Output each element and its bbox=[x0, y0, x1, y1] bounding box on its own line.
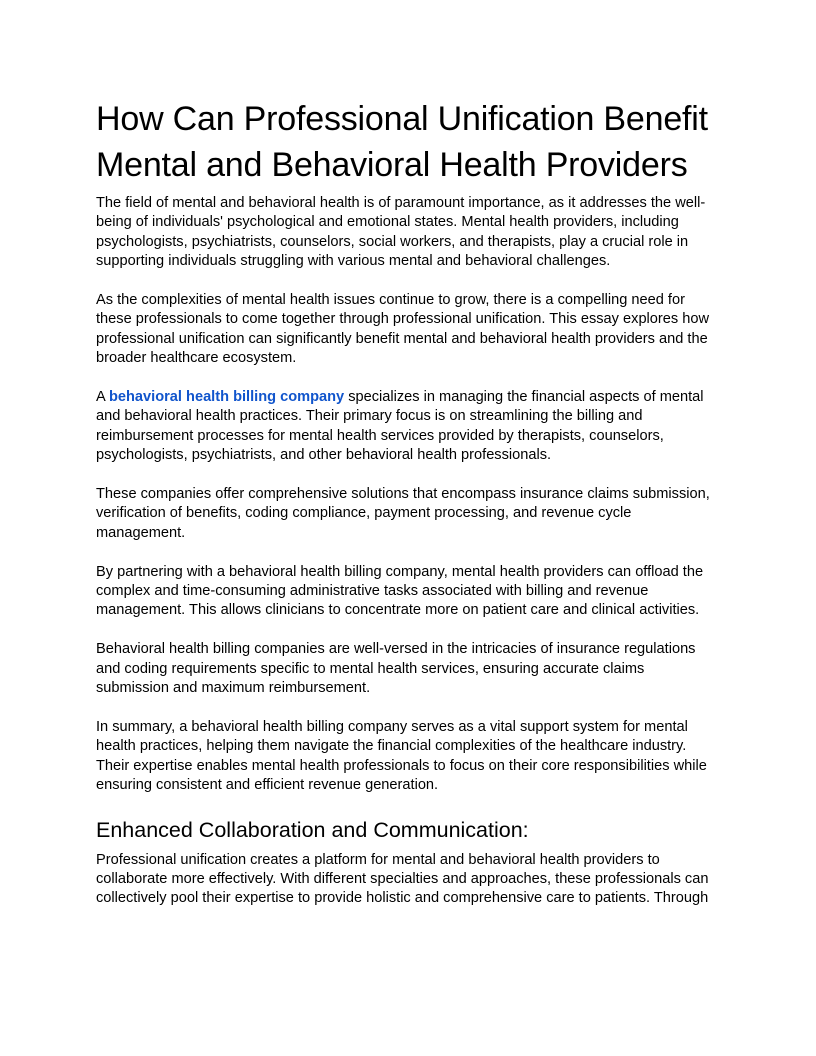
billing-prefix-text: A bbox=[96, 389, 109, 406]
billing-suffix-text: specializes in managing the financial aspects of mental and behavioral health practices. Their primary focus is on streamlining the billing and reimbursement processes for mental health services provided by therapists, counselors, psychologists, psychiatrists, and other behavioral health professionals. bbox=[96, 389, 704, 464]
collaboration-paragraph: Professional unification creates a platform for mental and behavioral health providers to collaborate more effectively. With different specialties and approaches, these professionals can collectively pool their expertise to provide holistic and comprehensive care to patients. Through bbox=[96, 851, 709, 907]
billing-company-link[interactable]: behavioral health billing company bbox=[108, 389, 345, 406]
intro-paragraph: The field of mental and behavioral health is of paramount importance, as it addresses the well-being of individuals' psychological and emotional states. Mental health providers, including psychologists, psychiatrists, counselors, social workers, and therapists, play a crucial role in supporting individuals struggling with various mental and behavioral challenges. bbox=[96, 195, 706, 270]
billing-company-paragraph bbox=[96, 388, 720, 466]
document-title: How Can Professional Unification Benefit Mental and Behavioral Health Providers bbox=[96, 100, 708, 184]
section-heading: Enhanced Collaboration and Communication: bbox=[96, 817, 529, 842]
complexities-paragraph: As the complexities of mental health issues continue to grow, there is a compelling need for these professionals to come together through professional unification. This essay explores how professional unification can significantly benefit mental and behavioral health providers and the broader healthcare ecosystem. bbox=[96, 292, 710, 367]
document-page bbox=[96, 96, 720, 928]
partnering-paragraph: By partnering with a behavioral health billing company, mental health providers can offload the complex and time-consuming administrative tasks associated with billing and revenue management. This allows clinicians to concentrate more on patient care and clinical activities. bbox=[96, 563, 704, 619]
solutions-paragraph: These companies offer comprehensive solutions that encompass insurance claims submission, verification of benefits, coding compliance, payment processing, and revenue cycle management. bbox=[96, 486, 710, 541]
summary-paragraph: In summary, a behavioral health billing company serves as a vital support system for mental health practices, helping them navigate the financial complexities of the healthcare industry. Their expertise enables mental health professionals to focus on their core responsibilities while ensuring consistent and efficient revenue generation. bbox=[96, 718, 707, 794]
regulations-paragraph: Behavioral health billing companies are well-versed in the intricacies of insurance regulations and coding requirements specific to mental health services, ensuring accurate claims submission and maximum reimbursement. bbox=[96, 641, 696, 697]
